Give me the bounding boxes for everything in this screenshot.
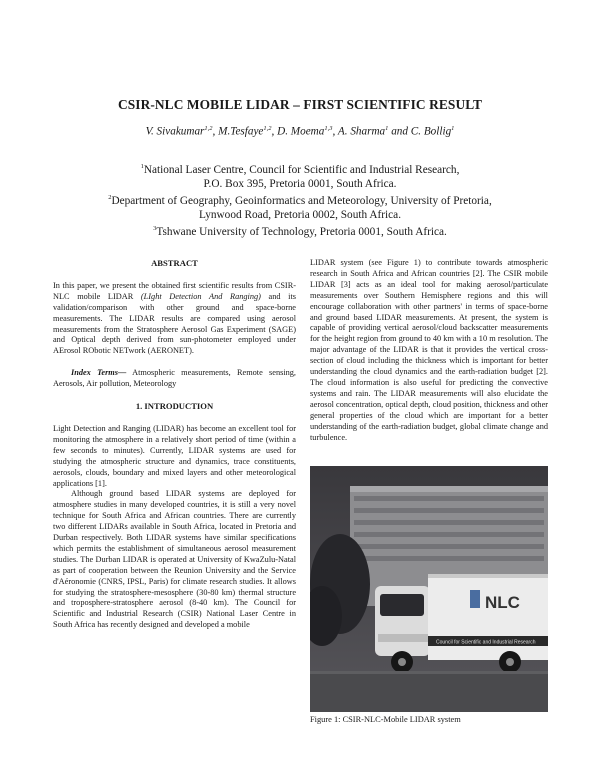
index-terms-label: Index Terms— [71, 368, 127, 378]
introduction-paragraph: LIDAR system (see Figure 1) to contribute towards atmospheric research in South Africa and African countries [2]. The CSIR mobile LIDAR [3] acts as an ideal tool for making aerosol/particulate measurements over Southern Hemisphere regions and this will encourage collaboration with other partners' in terms of space-borne and ground based LIDAR measurements. At present, the system is capable of providing vertical aerosol/cloud backscatter measurements for the height region from ground to 40 km with a 10 m resolution. The major advantage of the LIDAR is that it provides the vertical cross-section of cloud including the thickness which is important for better understanding the cloud dynamics and the earth-radiation budget [2]. The cloud information is also useful for predicting the convective systems and rain. The LIDAR measurements will also elucidate the aerosol concentration, optical depth, cloud position, thickness and other general properties of the cloud which are important for a better understanding of the earth-radiation budget, global climate change and turbulence. [310, 258, 549, 442]
author-separator: , [271, 125, 278, 138]
author-list [0, 125, 600, 138]
lidar-expansion: (LIght Detection And Ranging) [140, 291, 261, 301]
abstract-heading: ABSTRACT [151, 258, 198, 268]
index-terms: Index Terms— Atmospheric measurements, Remote sensing, Aerosols, Air pollution, Meteorology [53, 368, 296, 389]
truck-stripe-text: Council for Scientific and Industrial Research [436, 639, 536, 646]
author-affiliation-mark: 1 [451, 125, 455, 132]
affiliation-line: Lynwood Road, Pretoria 0002, South Africa. [198, 209, 402, 222]
figure-caption: Figure 1: CSIR-NLC-Mobile LIDAR system [310, 715, 461, 724]
author: A. Sharma [337, 125, 386, 138]
author-separator: and [388, 125, 411, 138]
author-separator: , [212, 125, 219, 138]
figure-photo [310, 466, 548, 712]
author-affiliation-mark: 1,2 [204, 125, 213, 132]
paper-title: CSIR-NLC MOBILE LIDAR – FIRST SCIENTIFIC RESULT [117, 97, 483, 112]
lidar-truck-photo [310, 466, 548, 712]
affiliation-line: P.O. Box 395, Pretoria 0001, South Africa. [203, 177, 397, 190]
right-column [310, 258, 548, 443]
truck-logo: NLC [485, 593, 520, 612]
author: D. Moema [277, 125, 325, 138]
author-affiliation-mark: 1 [385, 125, 389, 132]
introduction-paragraph: Although ground based LIDAR systems are deployed for atmosphere studies in many developed countries, it is still a very novel technique for South Africa and African countries. There are currently two different LIDARs available in South Africa, located in Pretoria and Durban respectively. Both LIDAR systems have similar specifications which permits the establishment of simultaneous aerosol measurement studies. The Durban LIDAR is operated at University of KwaZulu-Natal as part of cooperation between the Reunion University and the Service d'Aéronomie (CNRS, IPSL, Paris) for climate research studies. It allows for studying the stratosphere-mesosphere (30-80 km) thermal structure and troposphere-stratosphere aerosol (8-40 km). The Council for Scientific and Industrial Research (CSIR) National Laser Centre in South Africa has recently designed and developed a mobile [53, 489, 296, 630]
introduction-paragraph: Light Detection and Ranging (LIDAR) has become an excellent tool for monitoring the atmosphere in a relatively short period of time (within a few seconds to minutes). Currently, LIDAR systems are used for studying the atmospheric structure and dynamics, trace constituents, aerosols, clouds, boundary and mixed layers and other meteorological applications [1]. [53, 423, 296, 488]
affiliation-block [0, 160, 600, 239]
author-affiliation-mark: 1,2 [263, 125, 272, 132]
author-separator: , [332, 125, 338, 138]
affiliation-line: $^3$Tshwane University of Technology, Pretoria 0001, South Africa. [153, 225, 447, 239]
abstract-body: In this paper, we present the obtained first scientific results from CSIR-NLC mobile LIDAR (LIght Detection And Ranging) and its validation/comparison with other ground and space-borne measurements. The LIDAR results are compared using aerosol measurements from the Stratosphere Aerosol Gas Experiment (SAGE) and Optical depth derived from sun-photometer employed under AErosol RObotic NETwork (AERONET). [53, 280, 296, 356]
author: C. Bollig [410, 125, 452, 138]
affiliation-line: $^1$National Laser Centre, Council for Scientific and Industrial Research, [140, 163, 460, 176]
author: V. Sivakumar [145, 125, 205, 138]
left-column [53, 258, 296, 631]
introduction-heading: 1. INTRODUCTION [135, 401, 214, 412]
affiliation-line: $^2$Department of Geography, Geoinformatics and Meteorology, University of Pretoria, [108, 194, 492, 207]
author-affiliation-mark: 1,3 [324, 125, 333, 132]
author: M.Tesfaye [218, 125, 264, 138]
